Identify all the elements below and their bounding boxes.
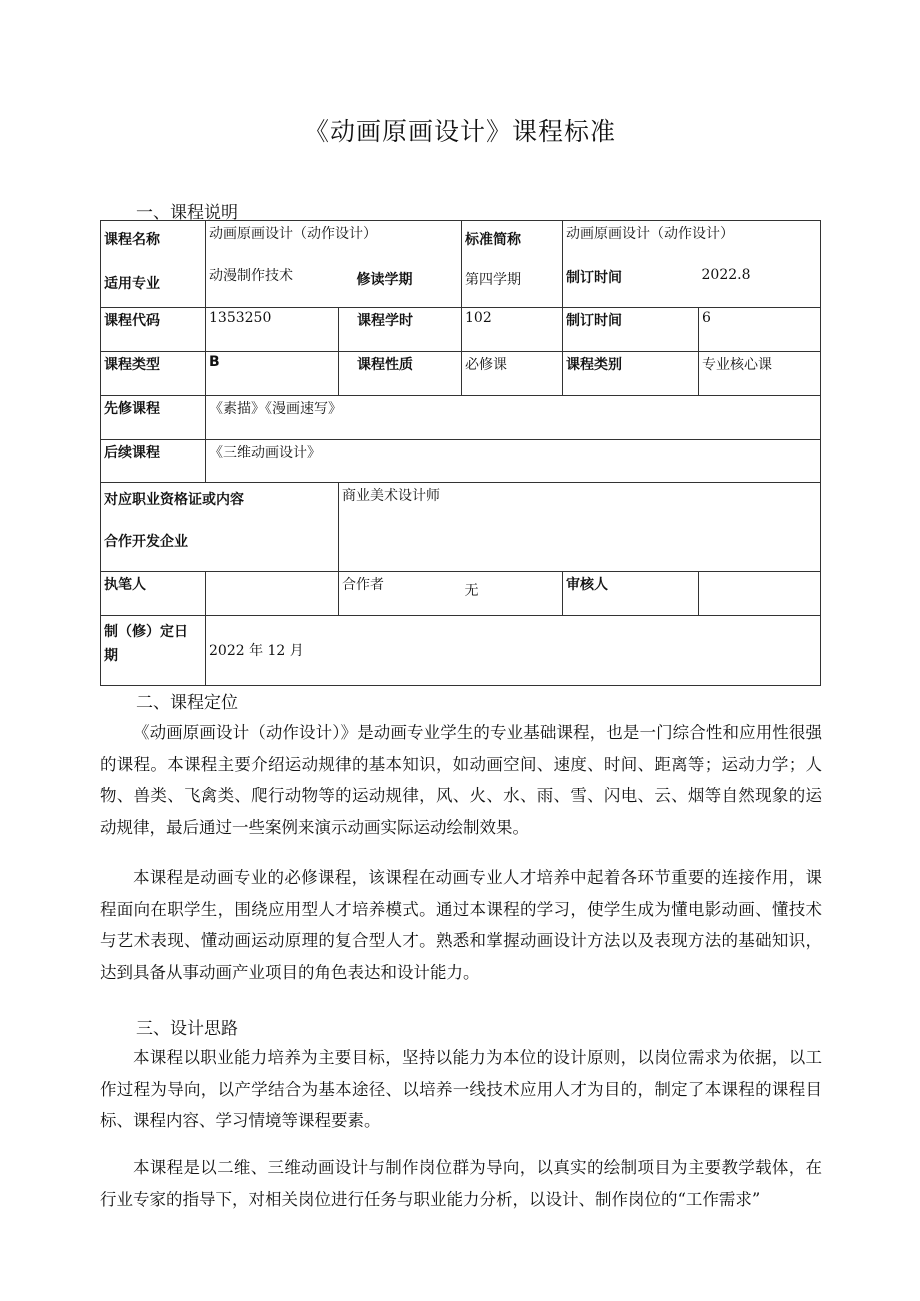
made-time-value-2: 6	[699, 308, 821, 352]
standard-short-value-area: 动画原画设计（动作设计） 制订时间	[563, 221, 699, 308]
table-row	[101, 440, 821, 483]
paragraph-design-2: 本课程是以二维、三维动画设计与制作岗位群为导向，以真实的绘制项目为主要教学载体，在行业专家的指导下，对相关岗位进行任务与职业能力分析，以设计、制作岗位的“工作需求”	[100, 1158, 822, 1209]
section-heading-course-description: 一、课程说明	[136, 203, 238, 223]
paragraph-design-1: 本课程以职业能力培养为主要目标，坚持以能力为本位的设计原则，以岗位需求为依据，以工作过程为导向，以产学结合为基本途径、以培养一线技术应用人才为目的，制定了本课程的课程目标、课程内容、学习情境等课程要素。	[100, 1048, 822, 1131]
made-time-label-2: 制订时间	[563, 308, 699, 352]
revise-date-label: 制（修）定日 期	[101, 616, 206, 686]
prereq-value: 《素描》《漫画速写》	[206, 396, 821, 440]
course-code-label: 课程代码	[101, 308, 206, 352]
course-nature-value: 必修课	[462, 352, 563, 396]
course-hours-value: 102	[462, 308, 563, 352]
table-row	[101, 616, 821, 686]
table-row	[101, 483, 821, 572]
course-category-label: 课程类别	[563, 352, 699, 396]
enterprise-label: 合作开发企业	[104, 534, 188, 550]
course-type-label: 课程类型	[101, 352, 206, 396]
cert-value: 商业美术设计师	[339, 483, 821, 572]
standard-short-label: 标准简称 第四学期	[462, 221, 563, 308]
section-heading-design-idea: 三、设计思路	[136, 1019, 238, 1039]
course-nature-label: 课程性质	[339, 352, 462, 396]
followup-value: 《三维动画设计》	[206, 440, 821, 483]
table-row	[101, 221, 821, 308]
table-row	[101, 352, 821, 396]
course-code-value: 1353250	[206, 308, 339, 352]
made-time-value: 2022.8	[699, 221, 821, 308]
followup-label: 后续课程	[101, 440, 206, 483]
reviewer-value	[699, 572, 821, 616]
course-name-value: 动画原画设计（动作设计） 动漫制作技术	[206, 221, 339, 308]
partner-value: 无	[462, 572, 563, 616]
partner-label: 合作者	[339, 572, 462, 616]
cert-label: 对应职业资格证或内容 合作开发企业	[101, 483, 339, 572]
table-row	[101, 308, 821, 352]
section-heading-course-positioning: 二、课程定位	[136, 693, 238, 713]
course-type-value: B	[206, 352, 339, 396]
paragraph-positioning-1: 《动画原画设计（动作设计）》是动画专业学生的专业基础课程，也是一门综合性和应用性很强的课程。本课程主要介绍运动规律的基本知识，如动画空间、速度、时间、距离等；运动力学；人物、兽类、飞禽类、爬行动物等的运动规律，风、火、水、雨、雪、闪电、云、烟等自然现象的运动规律，最后通过一些案例来演示动画实际运动绘制效果。	[100, 723, 822, 837]
course-name-label: 课程名称 适用专业	[101, 221, 206, 308]
table-row	[101, 396, 821, 440]
prereq-label: 先修课程	[101, 396, 206, 440]
author-label: 执笔人	[101, 572, 206, 616]
course-hours-label: 课程学时	[339, 308, 462, 352]
course-info-table	[100, 220, 821, 686]
page-title: 《动画原画设计》课程标准	[303, 117, 616, 146]
semester-label: 修读学期	[339, 221, 462, 308]
reviewer-label: 审核人	[563, 572, 699, 616]
revise-date-value: 2022 年 12 月	[206, 616, 821, 686]
author-value	[206, 572, 339, 616]
course-category-value: 专业核心课	[699, 352, 821, 396]
paragraph-positioning-2: 本课程是动画专业的必修课程，该课程在动画专业人才培养中起着各环节重要的连接作用，课程面向在职学生，围绕应用型人才培养模式。通过本课程的学习，使学生成为懂电影动画、懂技术与艺术表现、懂动画运动原理的复合型人才。熟悉和掌握动画设计方法以及表现方法的基础知识，达到具备从事动画产业项目的角色表达和设计能力。	[100, 868, 822, 982]
table-row	[101, 572, 821, 616]
